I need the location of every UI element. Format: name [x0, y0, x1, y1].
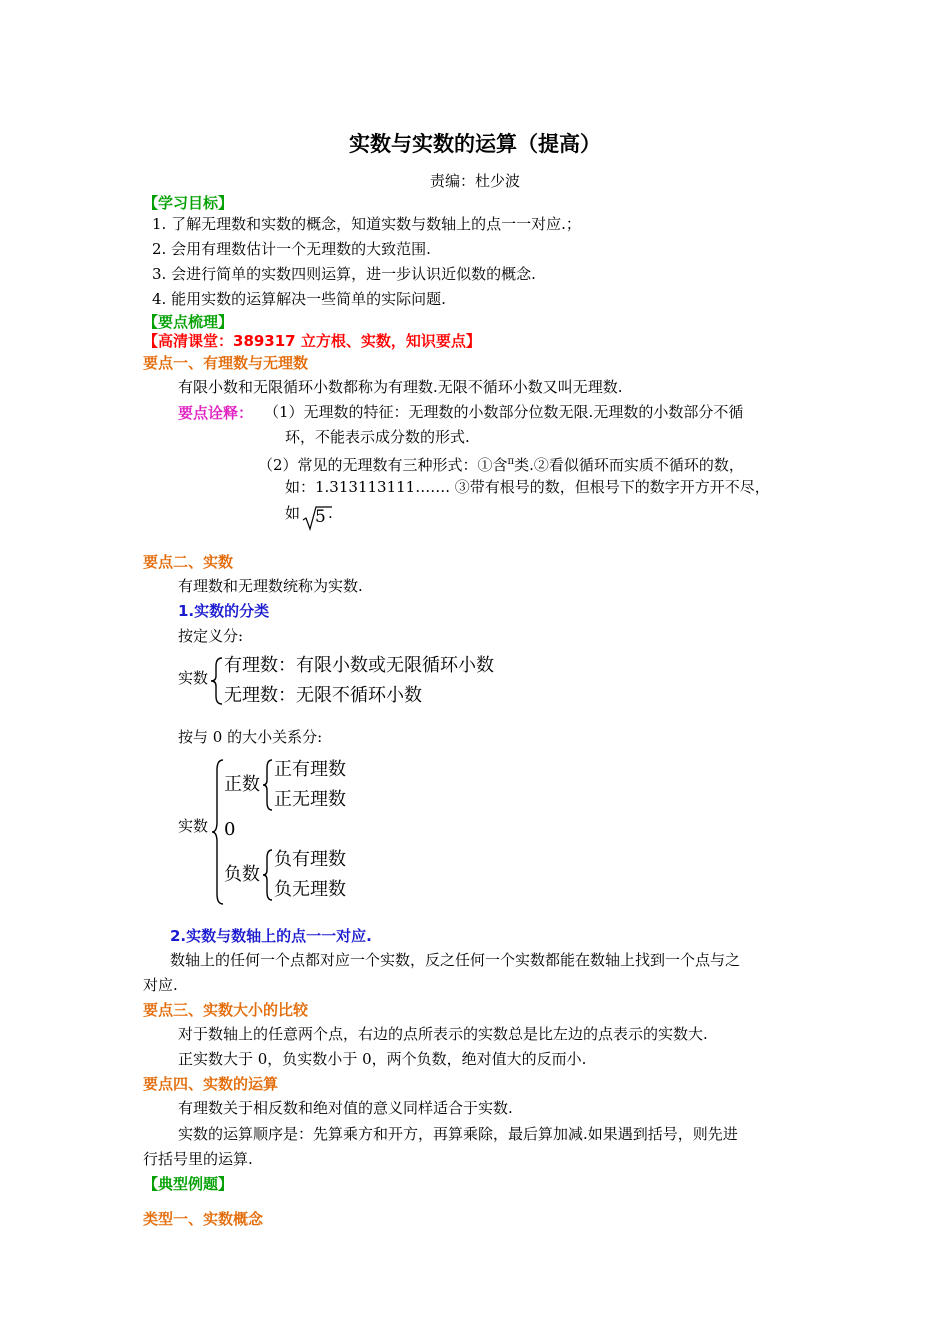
- summary-header: 【要点梳理】: [143, 313, 234, 331]
- sub2-line2: 对应.: [143, 976, 178, 994]
- brace-icon: [211, 758, 225, 906]
- objectives-header: 【学习目标】: [143, 194, 234, 212]
- note1-line1: （1）无理数的特征：无理数的小数部分位数无限.无理数的小数部分不循: [264, 403, 744, 421]
- brace-icon: [262, 848, 274, 902]
- point3-line2: 正实数大于 0，负实数小于 0，两个负数，绝对值大的反而小.: [178, 1050, 587, 1068]
- negative-rational: 负有理数: [274, 849, 346, 870]
- irrational-definition: 无理数：无限不循环小数: [224, 685, 422, 706]
- sub2-line1: 数轴上的任何一个点都对应一个实数，反之任何一个实数都能在数轴上找到一个点与之: [170, 951, 741, 969]
- zero-label: 0: [224, 819, 236, 840]
- examples-header: 【典型例题】: [143, 1175, 234, 1193]
- positive-irrational: 正无理数: [274, 789, 346, 810]
- point4-line2: 实数的运算顺序是：先算乘方和开方，再算乘除，最后算加减.如果遇到括号，则先进: [178, 1125, 738, 1143]
- sqrt-period: .: [328, 504, 333, 522]
- classification-root-2: 实数: [178, 817, 209, 835]
- point2-title: 要点二、实数: [143, 553, 234, 571]
- brace-icon: [210, 656, 224, 706]
- brace-icon: [262, 758, 274, 812]
- positive-label: 正数: [224, 774, 260, 795]
- type1-title: 类型一、实数概念: [143, 1210, 264, 1228]
- sqrt-number: 5: [315, 507, 326, 527]
- editor-line: 责编：杜少波: [429, 172, 520, 190]
- note2-line1: （2）常见的无理数有三种形式：①含$^\pi$类.②看似循环而实质不循环的数，: [258, 456, 744, 474]
- sub1-title: 1.实数的分类: [178, 602, 270, 620]
- point4-title: 要点四、实数的运算: [143, 1075, 279, 1093]
- positive-rational: 正有理数: [274, 759, 346, 780]
- classification-root: 实数: [178, 669, 209, 687]
- sub2-title: 2.实数与数轴上的点一一对应.: [170, 927, 372, 945]
- point2-text: 有理数和无理数统称为实数.: [178, 577, 363, 595]
- point3-line1: 对于数轴上的任意两个点，右边的点所表示的实数总是比左边的点表示的实数大.: [178, 1025, 708, 1043]
- page-title: 实数与实数的运算（提高）: [349, 132, 601, 156]
- objective-item: 2. 会用有理数估计一个无理数的大致范围.: [152, 240, 431, 258]
- note1-line2: 环，不能表示成分数的形式.: [285, 428, 470, 446]
- negative-irrational: 负无理数: [274, 879, 346, 900]
- note2-line2: 如：1.313113111……. ③带有根号的数，但根号下的数字开方开不尽，: [285, 478, 770, 496]
- point1-text: 有限小数和无限循环小数都称为有理数.无限不循环小数又叫无理数.: [178, 378, 623, 396]
- negative-label: 负数: [224, 864, 260, 885]
- rational-definition: 有理数：有限小数或无限循环小数: [224, 655, 494, 676]
- point4-line3: 行括号里的运算.: [143, 1150, 253, 1168]
- note-label: 要点诠释：: [178, 404, 254, 422]
- point1-title: 要点一、有理数与无理数: [143, 354, 309, 372]
- by-size-label: 按与 0 的大小关系分:: [178, 728, 323, 746]
- point3-title: 要点三、实数大小的比较: [143, 1001, 309, 1019]
- objective-item: 4. 能用实数的运算解决一些简单的实际问题.: [152, 290, 446, 308]
- objective-item: 3. 会进行简单的实数四则运算，进一步认识近似数的概念.: [152, 265, 536, 283]
- point4-line1: 有理数关于相反数和绝对值的意义同样适合于实数.: [178, 1099, 513, 1117]
- hd-class-note: 【高清课堂：389317 立方根、实数，知识要点】: [143, 332, 481, 350]
- objective-item: 1. 了解无理数和实数的概念，知道实数与数轴上的点一一对应.；: [152, 215, 581, 233]
- note2-line3: 如: [285, 504, 301, 522]
- by-definition-label: 按定义分:: [178, 627, 244, 645]
